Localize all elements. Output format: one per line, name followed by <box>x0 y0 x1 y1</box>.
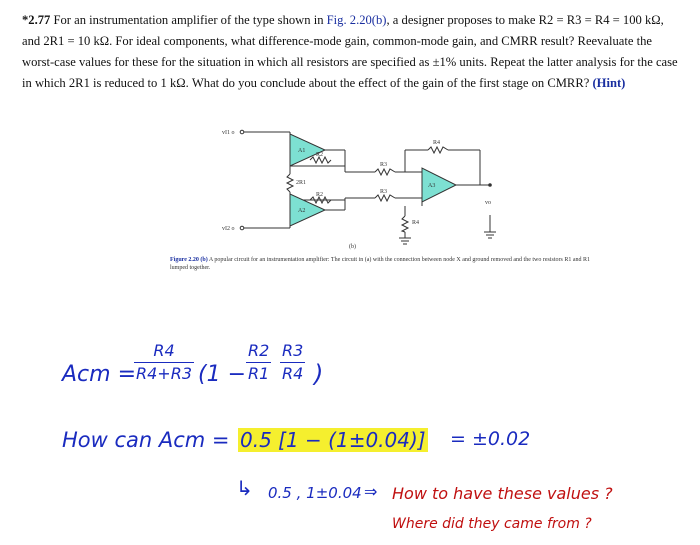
fraction-denominator: R4+R3 <box>136 364 192 383</box>
label-r3-bottom: R3 <box>380 189 388 195</box>
note-arrow: ↳ <box>236 476 253 500</box>
fraction-denominator: R1 <box>248 364 270 383</box>
note-fraction-r4-over-r4r3 <box>134 340 194 385</box>
label-r2-top: R2 <box>316 152 324 158</box>
label-r4-bottom: R4 <box>412 220 420 226</box>
caption-text: A popular circuit for an instrumentation amplifier: The circuit in (a) with the connection between node X and ground removed and the two resistors R1 and R1 lumped together. <box>170 257 591 271</box>
problem-text-1: For an instrumentation amplifier of the type shown in <box>53 13 324 27</box>
label-a3: A3 <box>428 183 436 189</box>
note-line2-prefix: How can Acm = <box>62 428 230 452</box>
note-paren-close: ) <box>314 360 324 388</box>
resistor-r3-top <box>375 169 395 175</box>
note-line3-values: 0.5 , 1±0.04 <box>268 484 362 502</box>
label-a1: A1 <box>298 148 306 154</box>
resistor-r4-top <box>428 147 448 153</box>
label-2r1: 2R1 <box>296 180 307 186</box>
problem-number: *2.77 <box>22 13 51 27</box>
note-paren-open: (1 − <box>198 362 247 387</box>
note-acm-lhs: Acm = <box>62 362 137 387</box>
opamp-a1-symbol <box>290 134 325 166</box>
label-r2-bottom: R2 <box>316 192 324 198</box>
fraction-numerator: R3 <box>280 340 305 363</box>
instrumentation-amplifier-circuit <box>160 120 520 250</box>
label-r3-top: R3 <box>380 162 388 168</box>
label-vi2: vI2 o <box>222 226 235 232</box>
fraction-denominator: R4 <box>282 364 304 383</box>
problem-text-2: , a designer proposes to make R2 = R3 = R4 = 100 kΩ, and 2R1 = 10 kΩ. For ideal components, what difference-mode gain, common-mode gain, and CMRR result? Reevaluate the worst-case values for these for the situation in which all resistors are specified as ±1% units. Repeat the latter analysis for the case in which 2R1 is reduced to 1 kΩ. What do you conclude about the effect of the gain of the first stage on CMRR? <box>22 13 678 90</box>
figure-reference-link[interactable]: Fig. 2.20(b) <box>326 13 387 27</box>
note-fraction-r3-over-r4 <box>280 340 305 385</box>
label-vo: vo <box>485 200 491 206</box>
figure-caption <box>170 256 600 272</box>
note-line2-suffix: = ±0.02 <box>450 428 531 450</box>
hint-link[interactable]: (Hint) <box>592 76 626 90</box>
note-fraction-r2-over-r1 <box>246 340 271 385</box>
fraction-numerator: R2 <box>246 340 271 363</box>
note-line4-question: Where did they came from ? <box>392 516 592 532</box>
note-line3-implies: ⇒ <box>364 482 378 501</box>
label-r4-top: R4 <box>433 140 441 146</box>
note-line2-highlight: 0.5 [1 − (1±0.04)] <box>240 428 426 452</box>
caption-figure-label: Figure 2.20 (b) <box>170 257 208 263</box>
resistor-r4-bottom <box>402 216 408 232</box>
subfigure-label: (b) <box>349 244 356 250</box>
fraction-numerator: R4 <box>134 340 194 363</box>
label-a2: A2 <box>298 208 306 214</box>
resistor-r3-bottom <box>375 195 395 201</box>
label-vi1: vI1 o <box>222 130 235 136</box>
note-line3-question: How to have these values ? <box>392 484 613 503</box>
resistor-2r1 <box>287 174 293 192</box>
problem-statement <box>22 10 682 94</box>
